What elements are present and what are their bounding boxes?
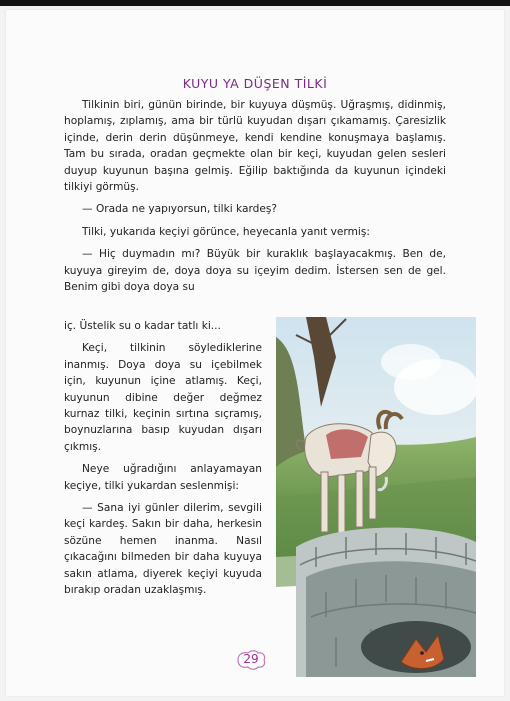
story-text-left — [64, 318, 262, 599]
paragraph-2: — Orada ne yapıyorsun, tilki kardeş? — [82, 203, 278, 216]
story-text-top — [64, 97, 446, 295]
scan-top-border — [0, 0, 510, 6]
paragraph-7: — Sana iyi günler dilerim, sevgili keçi kardeş. Sakın bir daha, herkesin sözüne hemen inanma. Nasıl çıkacağını bilmeden bir daha kuyuya sakın atlama, diyerek keçiyi kuyuda bırakıp oradan uzaklaşmış. — [64, 502, 262, 597]
stone-well — [296, 528, 476, 677]
paragraph-6: Neye uğradığını anlayamayan keçiye, tilki yukardan seslenmişi: — [64, 463, 262, 492]
paragraph-4: — Hiç duymadın mı? Büyük bir kuraklık başlayacakmış. Ben de, kuyuya gireyim de, doya doya su içeyim dedim. İstersen sen de gel. Benim gibi doya doya su — [64, 248, 446, 294]
page-number: 29 — [243, 652, 259, 666]
paragraph-1: Tilkinin biri, günün birinde, bir kuyuya düşmüş. Uğraşmış, didinmiş, hoplamış, zıplamış, ama bir türlü kuyudan dışarı çıkamamış. Çaresizlik içinde, derin derin düşünmeye, kendi kendine konuşmaya başlamış. Tam bu sırada, oradan geçmekte olan bir keçi, kuyudan gelen sesleri duyup kuyunun başına gelmiş. Eğilip baktığında da kuyunun içindeki tilkiyi görmüş. — [64, 99, 446, 194]
story-title: KUYU YA DÜŞEN TİLKİ — [182, 76, 328, 91]
goat-and-fox-illustration — [276, 317, 476, 677]
paragraph-5: Keçi, tilkinin söylediklerine inanmış. Doya doya su içebilmek için, kuyunun içine atlamış. Keçi, kuyunun dibine değer değmez kurnaz tilki, keçinin sırtına sıçramış, boynuzlarına basıp kuyudan dışarı çıkmış. — [64, 342, 262, 453]
paragraph-3: Tilki, yukarıda keçiyi görünce, heyecanla yanıt vermiş: — [82, 225, 370, 238]
paragraph-4-end: iç. Üstelik su o kadar tatlı ki... — [64, 320, 221, 332]
